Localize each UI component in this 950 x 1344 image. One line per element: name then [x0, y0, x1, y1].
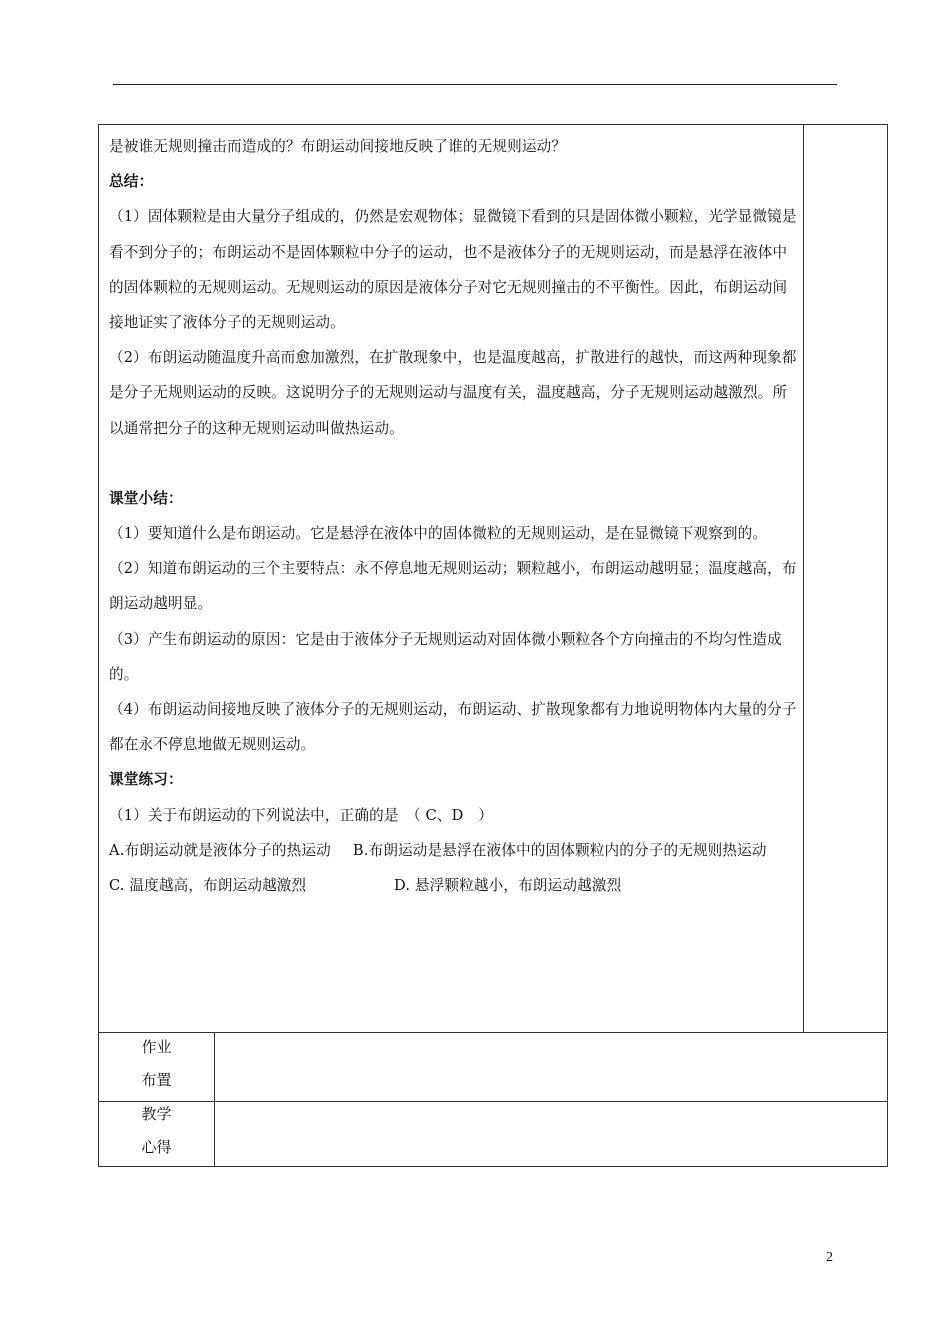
class-summary-heading: 课堂小结： [109, 489, 183, 507]
spacer [109, 446, 799, 481]
reflection-label [99, 1098, 214, 1164]
row-divider-homework [99, 1032, 888, 1033]
header-rule [113, 84, 837, 85]
label-column-divider [214, 1032, 215, 1167]
class-summary-item: （3）产生布朗运动的原因：它是由于液体分子无规则运动对固体微小颗粒各个方向撞击的不均匀性造成的。 [109, 630, 782, 683]
option-a: A.布朗运动就是液体分子的热运动 [109, 841, 331, 859]
class-summary-item: （1）要知道什么是布朗运动。它是悬浮在液体中的固体微粒的无规则运动，是在显微镜下观察到的。 [109, 525, 768, 543]
homework-label-line2: 布置 [141, 1071, 172, 1089]
page-number: 2 [826, 1250, 833, 1265]
exercise-heading: 课堂练习： [109, 771, 183, 789]
exercise-question: （1）关于布朗运动的下列说法中，正确的是 （ C、D ） [109, 806, 493, 824]
option-d: D. 悬浮颗粒越小，布朗运动越激烈 [394, 877, 622, 895]
row-divider-reflection [99, 1101, 888, 1102]
option-c: C. 温度越高，布朗运动越激烈 [109, 877, 307, 895]
class-summary-item: （2）知道布朗运动的三个主要特点：永不停息地无规则运动；颗粒越小，布朗运动越明显；温度越高，布朗运动越明显。 [109, 560, 797, 613]
reflection-label-line1: 教学 [141, 1105, 172, 1123]
lesson-table [98, 124, 888, 1167]
homework-label-line1: 作业 [141, 1038, 172, 1056]
exercise-options-cd [109, 868, 799, 903]
class-summary-item: （4）布朗运动间接地反映了液体分子的无规则运动，布朗运动、扩散现象都有力地说明物体内大量的分子都在永不停息地做无规则运动。 [109, 701, 797, 754]
intro-line: 是被谁无规则撞击而造成的？布朗运动间接地反映了谁的无规则运动？ [109, 138, 567, 155]
reflection-label-line2: 心得 [141, 1138, 172, 1156]
right-column-divider [803, 125, 804, 1033]
summary-paragraph-1: （1）固体颗粒是由大量分子组成的，仍然是宏观物体；显微镜下看到的只是固体微小颗粒，光学显微镜是看不到分子的；布朗运动不是固体颗粒中分子的运动，也不是液体分子的无规则运动，而是悬浮在液体中的固体颗粒的无规则运动。无规则运动的原因是液体分子对它无规则撞击的不平衡性。因此，布朗运动间接地证实了液体分子的无规则运动。 [109, 208, 797, 332]
option-b: B.布朗运动是悬浮在液体中的固体颗粒内的分子的无规则热运动 [352, 841, 767, 859]
summary-heading: 总结： [109, 173, 154, 191]
exercise-options-ab [109, 833, 799, 868]
lesson-content [109, 129, 799, 903]
homework-label [99, 1031, 214, 1097]
summary-paragraph-2: （2）布朗运动随温度升高而愈加激烈，在扩散现象中，也是温度越高，扩散进行的越快，而这两种现象都是分子无规则运动的反映。这说明分子的无规则运动与温度有关，温度越高，分子无规则运动越激烈。所以通常把分子的这种无规则运动叫做热运动。 [109, 349, 797, 437]
